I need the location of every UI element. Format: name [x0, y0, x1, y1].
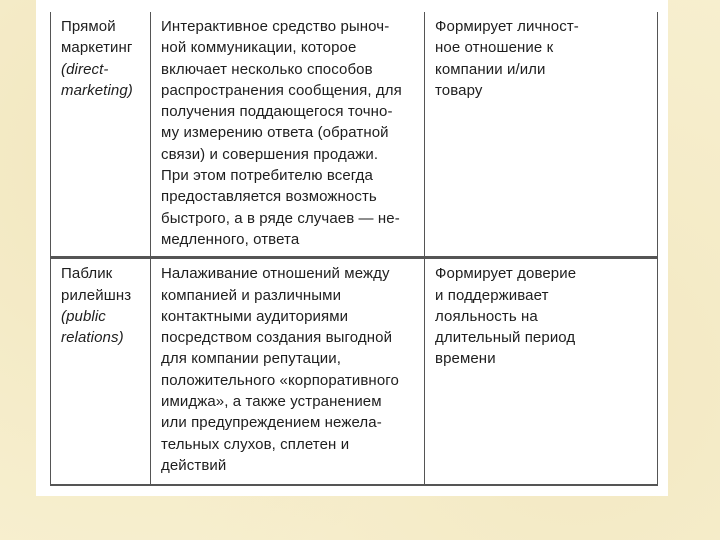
description-line: При этом потребителю всегда	[161, 167, 373, 185]
description-line: включает несколько способов	[161, 60, 373, 78]
description-line: действий	[161, 456, 227, 474]
table-row	[51, 258, 658, 486]
term-cell	[51, 12, 151, 258]
effect-cell	[425, 258, 658, 486]
description-cell	[151, 12, 425, 258]
description-line: связи) и совершения продажи.	[161, 145, 379, 163]
description-line: получения поддающегося точно-	[161, 103, 393, 121]
table-row	[51, 12, 658, 258]
description-line: распространения сообщения, для	[161, 81, 402, 99]
description-cell	[151, 258, 425, 486]
effect-line: ное отношение к	[435, 39, 554, 57]
document-page	[36, 0, 668, 496]
term-line: рилейшнз	[61, 286, 132, 304]
description-line: медленного, ответа	[161, 230, 300, 248]
term-english-line: (direct-	[61, 60, 109, 78]
description-line: быстрого, а в ряде случаев — не-	[161, 209, 400, 227]
description-line: му измерению ответа (обратной	[161, 124, 389, 142]
description-line: предоставляется возможность	[161, 188, 377, 206]
description-line: тельных слухов, сплетен и	[161, 435, 350, 453]
effect-line: товару	[435, 81, 483, 99]
effect-line: компании и/или	[435, 60, 546, 78]
effect-line: Формирует доверие	[435, 265, 577, 283]
description-line: для компании репутации,	[161, 350, 342, 368]
description-line: Интерактивное средство рыноч-	[161, 18, 390, 35]
description-line: контактными аудиториями	[161, 307, 349, 325]
term-english-line: marketing)	[61, 81, 133, 99]
effect-cell	[425, 12, 658, 258]
marketing-table	[50, 12, 658, 486]
term-line: Прямой	[61, 18, 116, 35]
description-line: или предупреждением нежела-	[161, 414, 382, 432]
description-line: посредством создания выгодной	[161, 329, 393, 347]
effect-line: Формирует личност-	[435, 18, 579, 35]
effect-line: длительный период	[435, 329, 576, 347]
effect-line: времени	[435, 350, 496, 368]
description-line: ной коммуникации, которое	[161, 39, 357, 57]
description-line: компанией и различными	[161, 286, 342, 304]
description-line: Налаживание отношений между	[161, 265, 390, 283]
term-line: Паблик	[61, 265, 113, 283]
term-cell	[51, 258, 151, 486]
term-english-line: relations)	[61, 329, 124, 347]
term-english-line: (public	[61, 307, 106, 325]
effect-line: лояльность на	[435, 307, 538, 325]
effect-line: и поддерживает	[435, 286, 549, 304]
term-line: маркетинг	[61, 39, 133, 57]
description-line: положительного «корпоративного	[161, 371, 399, 389]
description-line: имиджа», а также устранением	[161, 393, 382, 411]
